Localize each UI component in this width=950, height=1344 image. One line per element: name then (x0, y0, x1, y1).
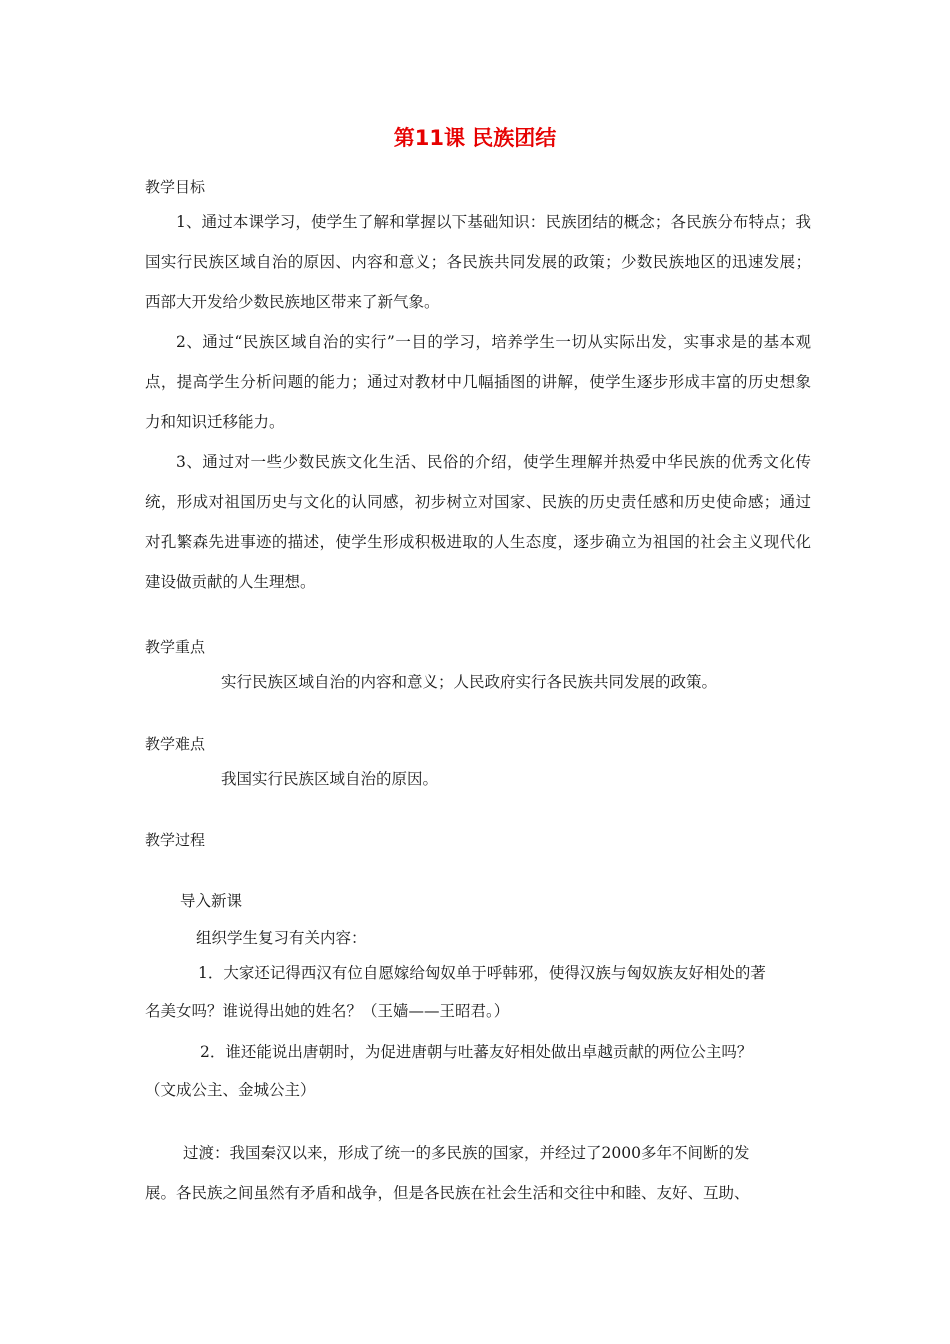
difficulties-text: 我国实行民族区域自治的原因。 (221, 770, 439, 788)
difficulties-heading: 教学难点 (145, 735, 206, 753)
question-2-line-2: （文成公主、金城公主） (145, 1081, 316, 1099)
process-heading: 教学过程 (145, 831, 206, 849)
goal-item-2: 2、通过“民族区域自治的实行”一目的学习，培养学生一切从实际出发，实事求是的基本观点，提高学生分析问题的能力；通过对教材中几幅插图的讲解，使学生逐步形成丰富的历史想象力和知识迁移能力。 (145, 333, 811, 431)
goal-item-1: 1、通过本课学习，使学生了解和掌握以下基础知识：民族团结的概念；各民族分布特点；我国实行民族区域自治的原因、内容和意义；各民族共同发展的政策；少数民族地区的迅速发展；西部大开发给少数民族地区带来了新气象。 (145, 213, 811, 311)
lesson-title: 第11课 民族团结 (393, 126, 557, 150)
question-2-line-1: 2．谁还能说出唐朝时，为促进唐朝与吐蕃友好相处做出卓越贡献的两位公主吗？ (200, 1043, 753, 1061)
key-points-text: 实行民族区域自治的内容和意义；人民政府实行各民族共同发展的政策。 (221, 673, 718, 691)
review-text: 组织学生复习有关内容： (196, 929, 367, 947)
transition-line-1: 过渡：我国秦汉以来，形成了统一的多民族的国家，并经过了2000多年不间断的发 (183, 1144, 750, 1162)
intro-heading: 导入新课 (180, 892, 243, 910)
question-1-line-2: 名美女吗？谁说得出她的姓名？（王嫱——王昭君。） (145, 1002, 510, 1020)
goals-heading: 教学目标 (145, 178, 206, 196)
key-points-heading: 教学重点 (145, 638, 206, 656)
transition-line-2: 展。各民族之间虽然有矛盾和战争，但是各民族在社会生活和交往中和睦、友好、互助、 (145, 1184, 750, 1202)
goal-item-3: 3、通过对一些少数民族文化生活、民俗的介绍，使学生理解并热爱中华民族的优秀文化传统，形成对祖国历史与文化的认同感，初步树立对国家、民族的历史责任感和历史使命感；通过对孔繁森先进事迹的描述，使学生形成积极进取的人生态度，逐步确立为祖国的社会主义现代化建设做贡献的人生理想。 (145, 453, 811, 591)
question-1-line-1: 1．大家还记得西汉有位自愿嫁给匈奴单于呼韩邪，使得汉族与匈奴族友好相处的著 (198, 964, 766, 982)
